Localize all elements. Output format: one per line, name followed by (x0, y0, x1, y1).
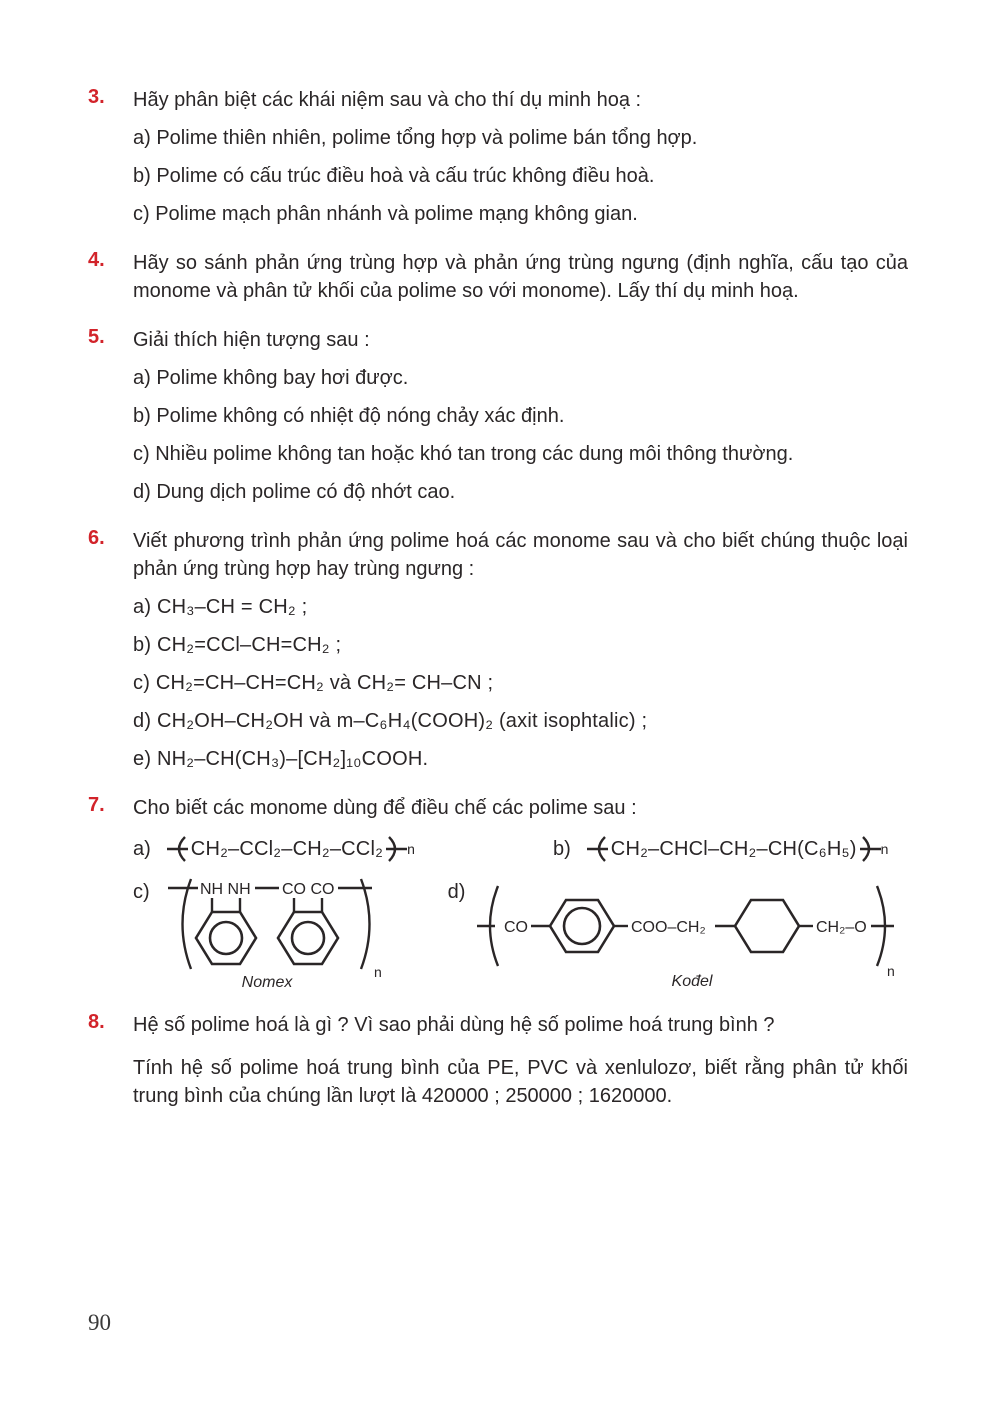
question-text: Hãy phân biệt các khái niệm sau và cho thí dụ minh hoạ : (133, 89, 642, 111)
q7-formula-row (133, 834, 908, 864)
polymer-formula: CH₂–CHCl–CH₂–CH(C₆H₅) (610, 838, 857, 860)
polymer-name-label: Kođel (672, 973, 713, 990)
page-number: 90 (88, 1310, 111, 1335)
cyclohexane-ring (735, 900, 799, 952)
q7-structures-row (133, 874, 908, 990)
question-item: b) Polime có cấu trúc điều hoà và cấu trúc không điều hoà. (133, 165, 655, 187)
repeat-subscript: n (880, 841, 889, 857)
kodel-co-group: CO (504, 919, 529, 936)
question-number: 4. (88, 249, 105, 271)
benzene-circle (210, 922, 242, 954)
question-item: a) Polime thiên nhiên, polime tổng hợp và polime bán tổng hợp. (133, 127, 698, 149)
question-paragraph: Tính hệ số polime hoá trung bình của PE, PVC và xenlulozơ, biết rằng phân tử khối trung bình của chúng lần lượt là 420000 ; 250000 ; 1620000. (133, 1057, 908, 1107)
question-number: 5. (88, 326, 105, 348)
polymer-bracket-open-icon (586, 834, 610, 864)
question-5 (88, 326, 908, 506)
repeat-subscript: n (373, 964, 382, 980)
question-8 (88, 1011, 908, 1110)
question-item-formula: e) NH₂–CH(CH₃)–[CH₂]₁₀COOH. (133, 748, 429, 770)
polymer-bracket-close-icon (858, 834, 882, 864)
polymer-bracket-open-icon (166, 834, 190, 864)
question-item: d) Dung dịch polime có độ nhớt cao. (133, 481, 456, 503)
question-item: c) Polime mạch phân nhánh và polime mạng không gian. (133, 203, 638, 225)
question-text: Cho biết các monome dùng để điều chế các polime sau : (133, 797, 637, 819)
benzene-ring (196, 912, 256, 964)
question-text: Hệ số polime hoá là gì ? Vì sao phải dùng hệ số polime hoá trung bình ? (133, 1014, 775, 1036)
nomex-structure (162, 874, 394, 990)
q7-formula-b (553, 834, 888, 864)
repeat-subscript: n (887, 963, 896, 979)
q7-formula-a (133, 834, 553, 864)
page-content (88, 86, 908, 1131)
nomex-co-groups: CO CO (281, 881, 335, 898)
polymer-bracket-close-icon (384, 834, 408, 864)
benzene-ring (278, 912, 338, 964)
question-number: 6. (88, 527, 105, 549)
question-number: 8. (88, 1011, 105, 1033)
question-4 (88, 249, 908, 305)
question-number: 7. (88, 794, 105, 816)
kodel-structure (477, 874, 897, 990)
question-text: Giải thích hiện tượng sau : (133, 329, 370, 351)
q7-structure-d (448, 874, 898, 990)
benzene-circle (292, 922, 324, 954)
nomex-nh-groups: NH NH (199, 881, 251, 898)
question-item: b) Polime không có nhiệt độ nóng chảy xác định. (133, 405, 565, 427)
question-7 (88, 794, 908, 990)
question-text: Viết phương trình phản ứng polime hoá các monome sau và cho biết chúng thuộc loại phản ứng trùng hợp hay trùng ngưng : (133, 530, 908, 580)
q7-structure-c (133, 874, 394, 990)
repeat-subscript: n (407, 841, 415, 857)
item-label: a) (133, 838, 151, 860)
polymer-formula: CH₂–CCl₂–CH₂–CCl₂ (190, 838, 384, 860)
kodel-ch2-o-group: CH₂–O (816, 919, 868, 936)
question-number: 3. (88, 86, 105, 108)
item-label: d) (447, 881, 466, 903)
question-item-formula: b) CH₂=CCl–CH=CH₂ ; (133, 634, 342, 656)
question-item: a) Polime không bay hơi được. (133, 367, 409, 389)
item-label: c) (133, 881, 150, 903)
question-item-formula: a) CH₃–CH = CH₂ ; (133, 596, 308, 618)
question-item-formula: d) CH₂OH–CH₂OH và m–C₆H₄(COOH)₂ (axit isophtalic) ; (133, 710, 648, 732)
question-item-formula: c) CH₂=CH–CH=CH₂ và CH₂= CH–CN ; (133, 672, 494, 694)
benzene-circle (564, 908, 600, 944)
item-label: b) (553, 838, 571, 860)
kodel-coo-ch2-group: COO–CH₂ (631, 919, 707, 936)
question-6 (88, 527, 908, 773)
question-text: Hãy so sánh phản ứng trùng hợp và phản ứng trùng ngưng (định nghĩa, cấu tạo của monome và phân tử khối của polime so với monome). Lấy thí dụ minh hoạ. (133, 252, 908, 302)
polymer-name-label: Nomex (241, 974, 293, 990)
question-item: c) Nhiều polime không tan hoặc khó tan trong các dung môi thông thường. (133, 443, 794, 465)
question-3 (88, 86, 908, 228)
